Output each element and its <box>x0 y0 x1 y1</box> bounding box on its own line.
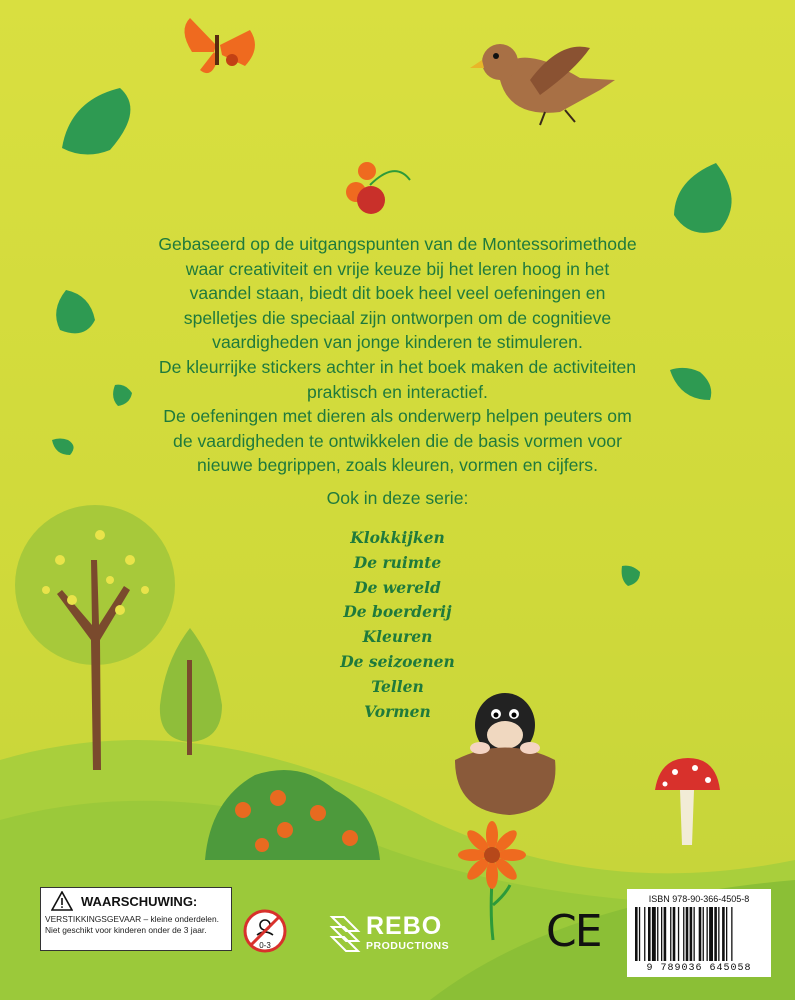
rebo-logo-icon <box>328 913 362 953</box>
bird <box>470 44 615 125</box>
barcode-bar <box>726 907 727 961</box>
mushroom <box>655 758 720 845</box>
series-heading: Ook in deze serie: <box>326 488 469 508</box>
description-text <box>115 232 680 478</box>
barcode-bar <box>670 907 671 961</box>
warning-title: WAARSCHUWING: <box>81 893 198 909</box>
description-line: nieuwe begrippen, zoals kleuren, vormen en cijfers. <box>197 455 598 476</box>
series-title: De wereld <box>354 577 441 597</box>
barcode-bar <box>678 907 679 961</box>
series-title: De boerderij <box>343 602 452 622</box>
series-title: De ruimte <box>353 552 442 572</box>
barcode-bar <box>635 907 638 961</box>
description-line: praktisch en interactief. <box>307 381 488 402</box>
berries <box>346 162 410 214</box>
publisher-brand: REBO <box>366 912 443 941</box>
barcode-bar <box>718 907 719 961</box>
barcode-bar <box>714 907 717 961</box>
barcode-bar <box>699 907 702 961</box>
description-line: waar creativiteit en vrije keuze bij het leren hoog in het <box>185 258 610 279</box>
isbn-barcode-label <box>627 889 771 977</box>
warning-triangle-icon <box>51 891 73 911</box>
series-list <box>0 526 795 724</box>
series-title: Klokkijken <box>350 528 445 547</box>
age-label: 0-3 <box>259 941 271 950</box>
barcode-bar <box>694 907 695 961</box>
series-title: Tellen <box>371 676 424 696</box>
barcode-bar <box>731 907 732 961</box>
barcode-bar <box>657 907 658 961</box>
ce-mark: CE <box>546 906 601 957</box>
barcode-bar <box>703 907 704 961</box>
warning-line: Niet geschikt voor kinderen onder de 3 jaar. <box>45 925 207 935</box>
barcode-bar <box>690 907 693 961</box>
barcode-digits: 9 789036 645058 <box>646 963 752 974</box>
series-title: De seizoenen <box>340 651 455 671</box>
description-line: De kleurrijke stickers achter in het boek maken de activiteiten <box>158 356 637 377</box>
description-line: vaardigheden van jonge kinderen te stimuleren. <box>212 332 583 353</box>
barcode-bar <box>648 907 651 961</box>
barcode-bar <box>652 907 656 961</box>
publisher-sub: PRODUCTIONS <box>366 940 450 953</box>
isbn-text: ISBN 978-90-366-4505-8 <box>648 894 750 904</box>
butterfly <box>184 18 255 73</box>
barcode-bar <box>686 907 689 961</box>
description-line: De oefeningen met dieren als onderwerp helpen peuters om <box>163 406 632 427</box>
no-under-3-icon <box>243 909 287 953</box>
barcode-bar <box>673 907 676 961</box>
barcode-bar <box>683 907 684 961</box>
warning-line: VERSTIKKINGSGEVAAR – kleine onderdelen. <box>45 914 219 924</box>
warning-label <box>40 887 232 951</box>
description-line: vaandel staan, biedt dit boek heel veel oefeningen en <box>189 283 606 304</box>
publisher-logo <box>328 913 449 953</box>
barcode-icon <box>635 907 763 961</box>
description-line: Gebaseerd op de uitgangspunten van de Montessorimethode <box>158 234 637 254</box>
barcode-bar <box>722 907 725 961</box>
barcode-bar <box>644 907 645 961</box>
barcode-bar <box>639 907 640 961</box>
series-title: Kleuren <box>362 627 433 647</box>
barcode-bar <box>664 907 667 961</box>
barcode-bar <box>707 907 708 961</box>
barcode-bar <box>661 907 662 961</box>
description-line: spelletjes die speciaal zijn ontworpen om de cognitieve <box>183 307 612 328</box>
description-line: de vaardigheden te ontwikkelen die de basis vormen voor <box>173 430 622 451</box>
series-title: Vormen <box>364 701 431 721</box>
barcode-bar <box>709 907 713 961</box>
